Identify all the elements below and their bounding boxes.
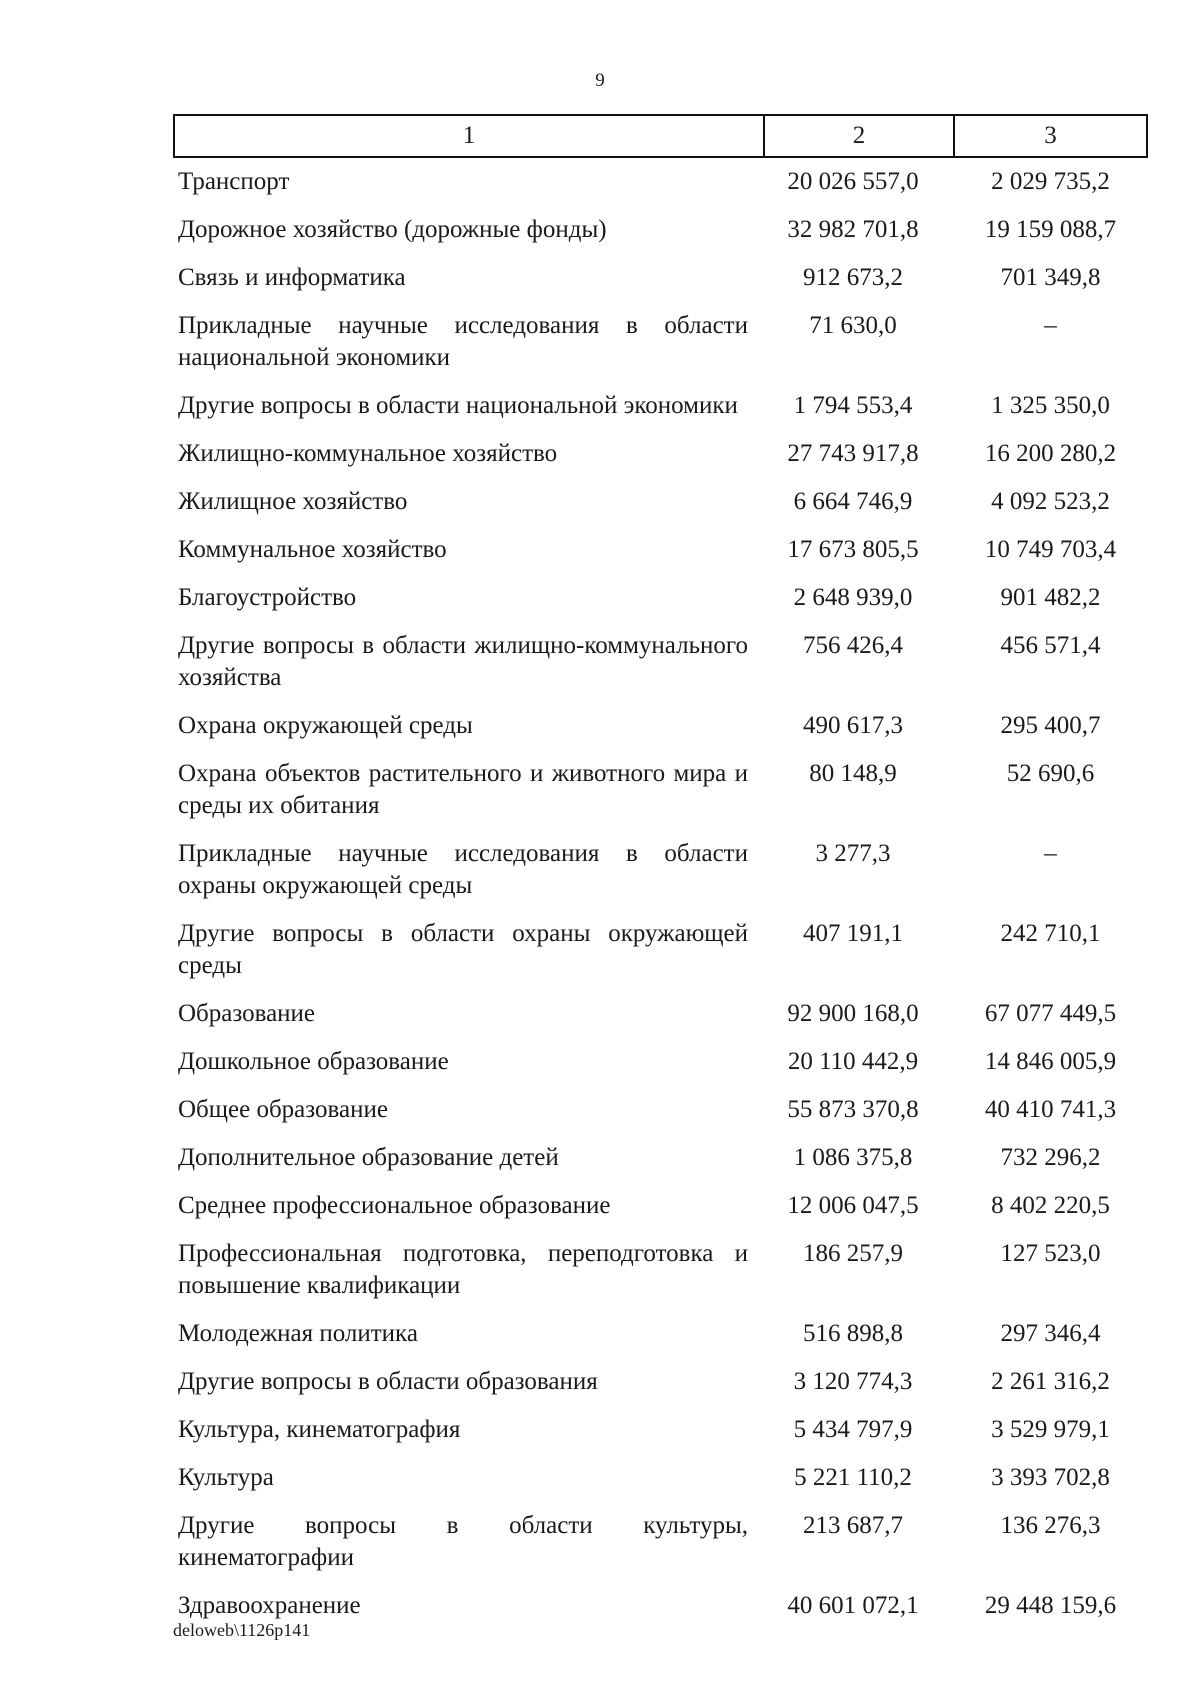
document-code: deloweb\1126p141 <box>173 1620 311 1640</box>
row-value-col-3: 127 523,0 <box>1000 1240 1101 1267</box>
table-row <box>173 574 1148 622</box>
row-label: Здравоохранение <box>178 1592 361 1619</box>
table-row <box>173 990 1148 1038</box>
row-label: Молодежная политика <box>178 1320 418 1347</box>
row-value-col-3: 3 393 702,8 <box>991 1464 1110 1491</box>
row-value-col-2: 32 982 701,8 <box>787 216 919 243</box>
row-value-col-2: 407 191,1 <box>803 920 903 947</box>
row-label: Жилищно-коммунальное хозяйство <box>178 440 558 467</box>
table-row <box>173 750 1148 830</box>
row-value-col-3: 1 325 350,0 <box>991 392 1110 419</box>
row-value-col-3: 14 846 005,9 <box>984 1048 1117 1075</box>
row-value-col-3: 136 276,3 <box>1000 1512 1101 1539</box>
row-value-col-2: 1 086 375,8 <box>793 1144 913 1171</box>
table-row <box>173 1582 1148 1630</box>
row-value-col-2: 40 601 072,1 <box>787 1592 919 1619</box>
table-header <box>173 114 1148 158</box>
row-value-col-2: 490 617,3 <box>803 712 903 739</box>
row-value-col-2: 3 277,3 <box>815 840 891 867</box>
row-value-col-3: 52 690,6 <box>1006 760 1095 787</box>
row-value-col-2: 6 664 746,9 <box>793 488 913 515</box>
row-label: Другие вопросы в области национальной экономики <box>178 392 738 419</box>
table-row <box>173 1038 1148 1086</box>
table-row <box>173 1502 1148 1582</box>
row-value-col-3: 8 402 220,5 <box>991 1192 1110 1219</box>
row-label: Культура <box>178 1464 274 1491</box>
row-value-col-2: 2 648 939,0 <box>793 584 913 611</box>
table-row <box>173 1134 1148 1182</box>
table-row <box>173 254 1148 302</box>
table-row <box>173 910 1148 990</box>
row-label: Среднее профессиональное образование <box>178 1192 611 1219</box>
table-row <box>173 1454 1148 1502</box>
table-row <box>173 702 1148 750</box>
table-row <box>173 302 1148 382</box>
row-label: Дополнительное образование детей <box>178 1144 559 1171</box>
row-label: Дошкольное образование <box>178 1048 449 1075</box>
row-value-col-3: 901 482,2 <box>1000 584 1101 611</box>
header-col-1: 1 <box>175 116 765 156</box>
row-value-col-2: 1 794 553,4 <box>793 392 913 419</box>
row-label: Культура, кинематография <box>178 1416 461 1443</box>
table-row <box>173 1182 1148 1230</box>
row-value-col-2: 20 110 442,9 <box>787 1048 919 1075</box>
row-value-col-2: 12 006 047,5 <box>787 1192 919 1219</box>
table-row <box>173 1310 1148 1358</box>
row-value-col-2: 71 630,0 <box>809 312 897 339</box>
row-value-col-3: 40 410 741,3 <box>984 1096 1117 1123</box>
row-label: Прикладные научные исследования в области охраны окружающей среды <box>178 840 748 899</box>
row-value-col-3: 16 200 280,2 <box>984 440 1117 467</box>
header-col-2: 2 <box>765 116 955 156</box>
row-label: Дорожное хозяйство (дорожные фонды) <box>178 216 607 243</box>
row-value-col-3: 19 159 088,7 <box>984 216 1117 243</box>
row-value-col-3: 3 529 979,1 <box>991 1416 1110 1443</box>
row-value-col-3: 67 077 449,5 <box>984 1000 1117 1027</box>
row-label: Другие вопросы в области жилищно-коммунального хозяйства <box>178 632 748 691</box>
row-value-col-3: 242 710,1 <box>1000 920 1101 947</box>
row-value-col-3: 295 400,7 <box>1000 712 1101 739</box>
row-value-col-3: – <box>1044 312 1057 339</box>
header-col-3: 3 <box>1044 122 1057 149</box>
row-label: Другие вопросы в области образования <box>178 1368 598 1395</box>
row-value-col-2: 17 673 805,5 <box>787 536 919 563</box>
row-value-col-3: 732 296,2 <box>1000 1144 1101 1171</box>
row-value-col-2: 80 148,9 <box>809 760 897 787</box>
row-label: Жилищное хозяйство <box>178 488 408 515</box>
row-label: Профессиональная подготовка, переподготовка и повышение квалификации <box>178 1240 748 1299</box>
row-value-col-3: 2 261 316,2 <box>991 1368 1110 1395</box>
row-label: Другие вопросы в области охраны окружающей среды <box>178 920 748 979</box>
row-value-col-2: 516 898,8 <box>803 1320 903 1347</box>
row-value-col-3: 29 448 159,6 <box>984 1592 1117 1619</box>
row-value-col-3: 10 749 703,4 <box>984 536 1117 563</box>
row-value-col-2: 756 426,4 <box>803 632 903 659</box>
table-row <box>173 526 1148 574</box>
page-number: 9 <box>595 70 605 91</box>
row-value-col-2: 20 026 557,0 <box>787 168 919 195</box>
row-label: Другие вопросы в области культуры, кинематографии <box>178 1512 748 1571</box>
row-value-col-2: 186 257,9 <box>803 1240 903 1267</box>
row-label: Образование <box>178 1000 316 1027</box>
row-label: Охрана объектов растительного и животного мира и среды их обитания <box>178 760 748 819</box>
row-label: Общее образование <box>178 1096 388 1123</box>
table-row <box>173 478 1148 526</box>
row-value-col-3: 456 571,4 <box>1000 632 1101 659</box>
table-body <box>173 158 1148 1630</box>
row-label: Охрана окружающей среды <box>178 712 473 739</box>
table-row <box>173 1230 1148 1310</box>
table-row <box>173 830 1148 910</box>
row-value-col-2: 912 673,2 <box>803 264 903 291</box>
row-value-col-2: 55 873 370,8 <box>787 1096 919 1123</box>
table-row <box>173 1086 1148 1134</box>
table-row <box>173 1358 1148 1406</box>
row-value-col-3: – <box>1044 840 1057 867</box>
row-label: Коммунальное хозяйство <box>178 536 447 563</box>
table-row <box>173 158 1148 206</box>
row-value-col-2: 3 120 774,3 <box>793 1368 913 1395</box>
table-row <box>173 206 1148 254</box>
table-row <box>173 430 1148 478</box>
row-value-col-2: 27 743 917,8 <box>787 440 919 467</box>
row-value-col-3: 2 029 735,2 <box>991 168 1110 195</box>
table-row <box>173 1406 1148 1454</box>
row-label: Связь и информатика <box>178 264 406 291</box>
row-label: Прикладные научные исследования в области национальной экономики <box>178 312 748 371</box>
row-value-col-2: 5 221 110,2 <box>794 1464 912 1491</box>
row-label: Благоустройство <box>178 584 357 611</box>
row-value-col-3: 297 346,4 <box>1000 1320 1101 1347</box>
table-row <box>173 622 1148 702</box>
row-label: Транспорт <box>178 168 290 195</box>
row-value-col-2: 213 687,7 <box>803 1512 903 1539</box>
table-row <box>173 382 1148 430</box>
row-value-col-3: 4 092 523,2 <box>991 488 1110 515</box>
row-value-col-2: 5 434 797,9 <box>793 1416 913 1443</box>
row-value-col-2: 92 900 168,0 <box>787 1000 919 1027</box>
row-value-col-3: 701 349,8 <box>1000 264 1101 291</box>
